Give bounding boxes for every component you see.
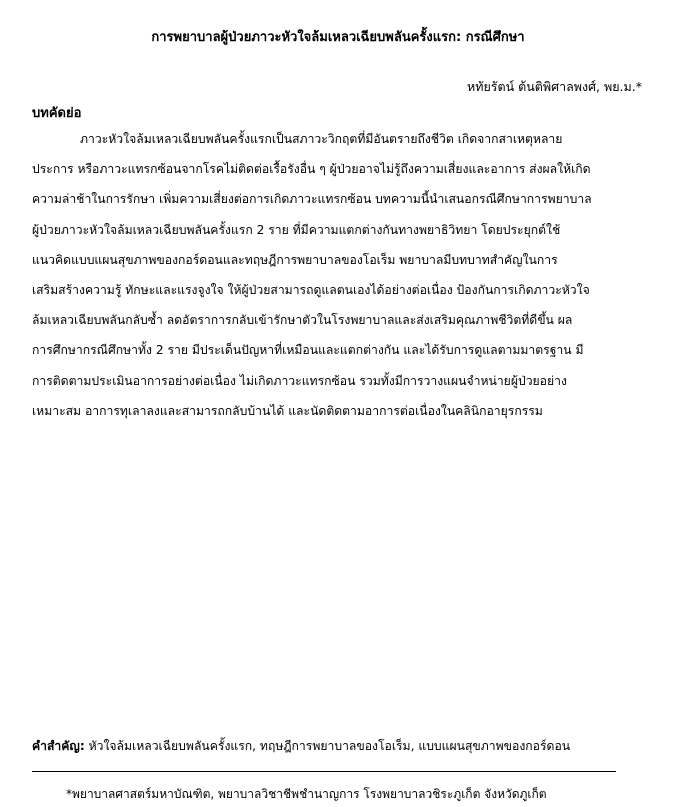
footnote: *พยาบาลศาสตร์มหาบัณฑิต, พยาบาลวิชาชีพชำนาญการ โรงพยาบาลวชิระภูเก็ต จังหวัดภูเก็ต <box>66 787 547 801</box>
abstract-line: แนวคิดแบบแผนสุขภาพของกอร์ดอนและทฤษฎีการพยาบาลของโอเร็ม พยาบาลมีบทบาทสำคัญในการ <box>32 252 558 267</box>
abstract-line: เหมาะสม อาการทุเลาลงและสามารถกลับบ้านได้ และนัดติดตามอาการต่อเนื่องในคลินิกอายุรกรรม <box>32 403 543 418</box>
abstract-line: ผู้ป่วยภาวะหัวใจล้มเหลวเฉียบพลันครั้งแรก 2 ราย ที่มีความแตกต่างกันทางพยาธิวิทยา โดยประยุกต์ใช้ <box>32 222 561 237</box>
paper-title: การพยาบาลผู้ป่วยภาวะหัวใจล้มเหลวเฉียบพลันครั้งแรก: กรณีศึกษา <box>151 30 525 45</box>
abstract-body <box>32 124 646 426</box>
abstract-heading: บทคัดย่อ <box>32 106 82 121</box>
abstract-line: ความล่าช้าในการรักษา เพิ่มความเสี่ยงต่อการเกิดภาวะแทรกซ้อน บทความนี้นำเสนอกรณีศึกษาการพยาบาล <box>32 192 592 207</box>
abstract-line: การติดตามประเมินอาการอย่างต่อเนื่อง ไม่เกิดภาวะแทรกซ้อน รวมทั้งมีการวางแผนจำหน่ายผู้ป่วยอย่าง <box>32 373 567 388</box>
keywords <box>32 738 570 754</box>
footnote-divider <box>32 771 616 772</box>
keywords-label: คำสำคัญ: <box>32 739 85 753</box>
abstract-line: ล้มเหลวเฉียบพลันกลับซ้ำ ลดอัตราการกลับเข้ารักษาตัวในโรงพยาบาลและส่งเสริมคุณภาพชีวิตที่ดีขึ้น ผล <box>32 313 573 328</box>
abstract-line: เสริมสร้างความรู้ ทักษะและแรงจูงใจ ให้ผู้ป่วยสามารถดูแลตนเองได้อย่างต่อเนื่อง ป้องกันการเกิดภาวะหัวใจ <box>32 282 590 297</box>
author-line: หทัยรัตน์ ต้นติพิศาลพงศ์, พย.ม.* <box>466 79 642 94</box>
abstract-line: ภาวะหัวใจล้มเหลวเฉียบพลันครั้งแรกเป็นสภาวะวิกฤตที่มีอันตรายถึงชีวิต เกิดจากสาเหตุหลาย <box>80 132 563 146</box>
keywords-text: หัวใจล้มเหลวเฉียบพลันครั้งแรก, ทฤษฎีการพยาบาลของโอเร็ม, แบบแผนสุขภาพของกอร์ดอน <box>88 739 571 753</box>
abstract-line: ประการ หรือภาวะแทรกซ้อนจากโรคไม่ติดต่อเรื้อรังอื่น ๆ ผู้ป่วยอาจไม่รู้ถึงความเสี่ยงและอาการ ส่งผลให้เกิด <box>32 162 591 177</box>
abstract-line: การศึกษากรณีศึกษาทั้ง 2 ราย มีประเด็นปัญหาที่เหมือนและแตกต่างกัน และได้รับการดูแลตามมาตรฐาน มี <box>32 343 584 358</box>
